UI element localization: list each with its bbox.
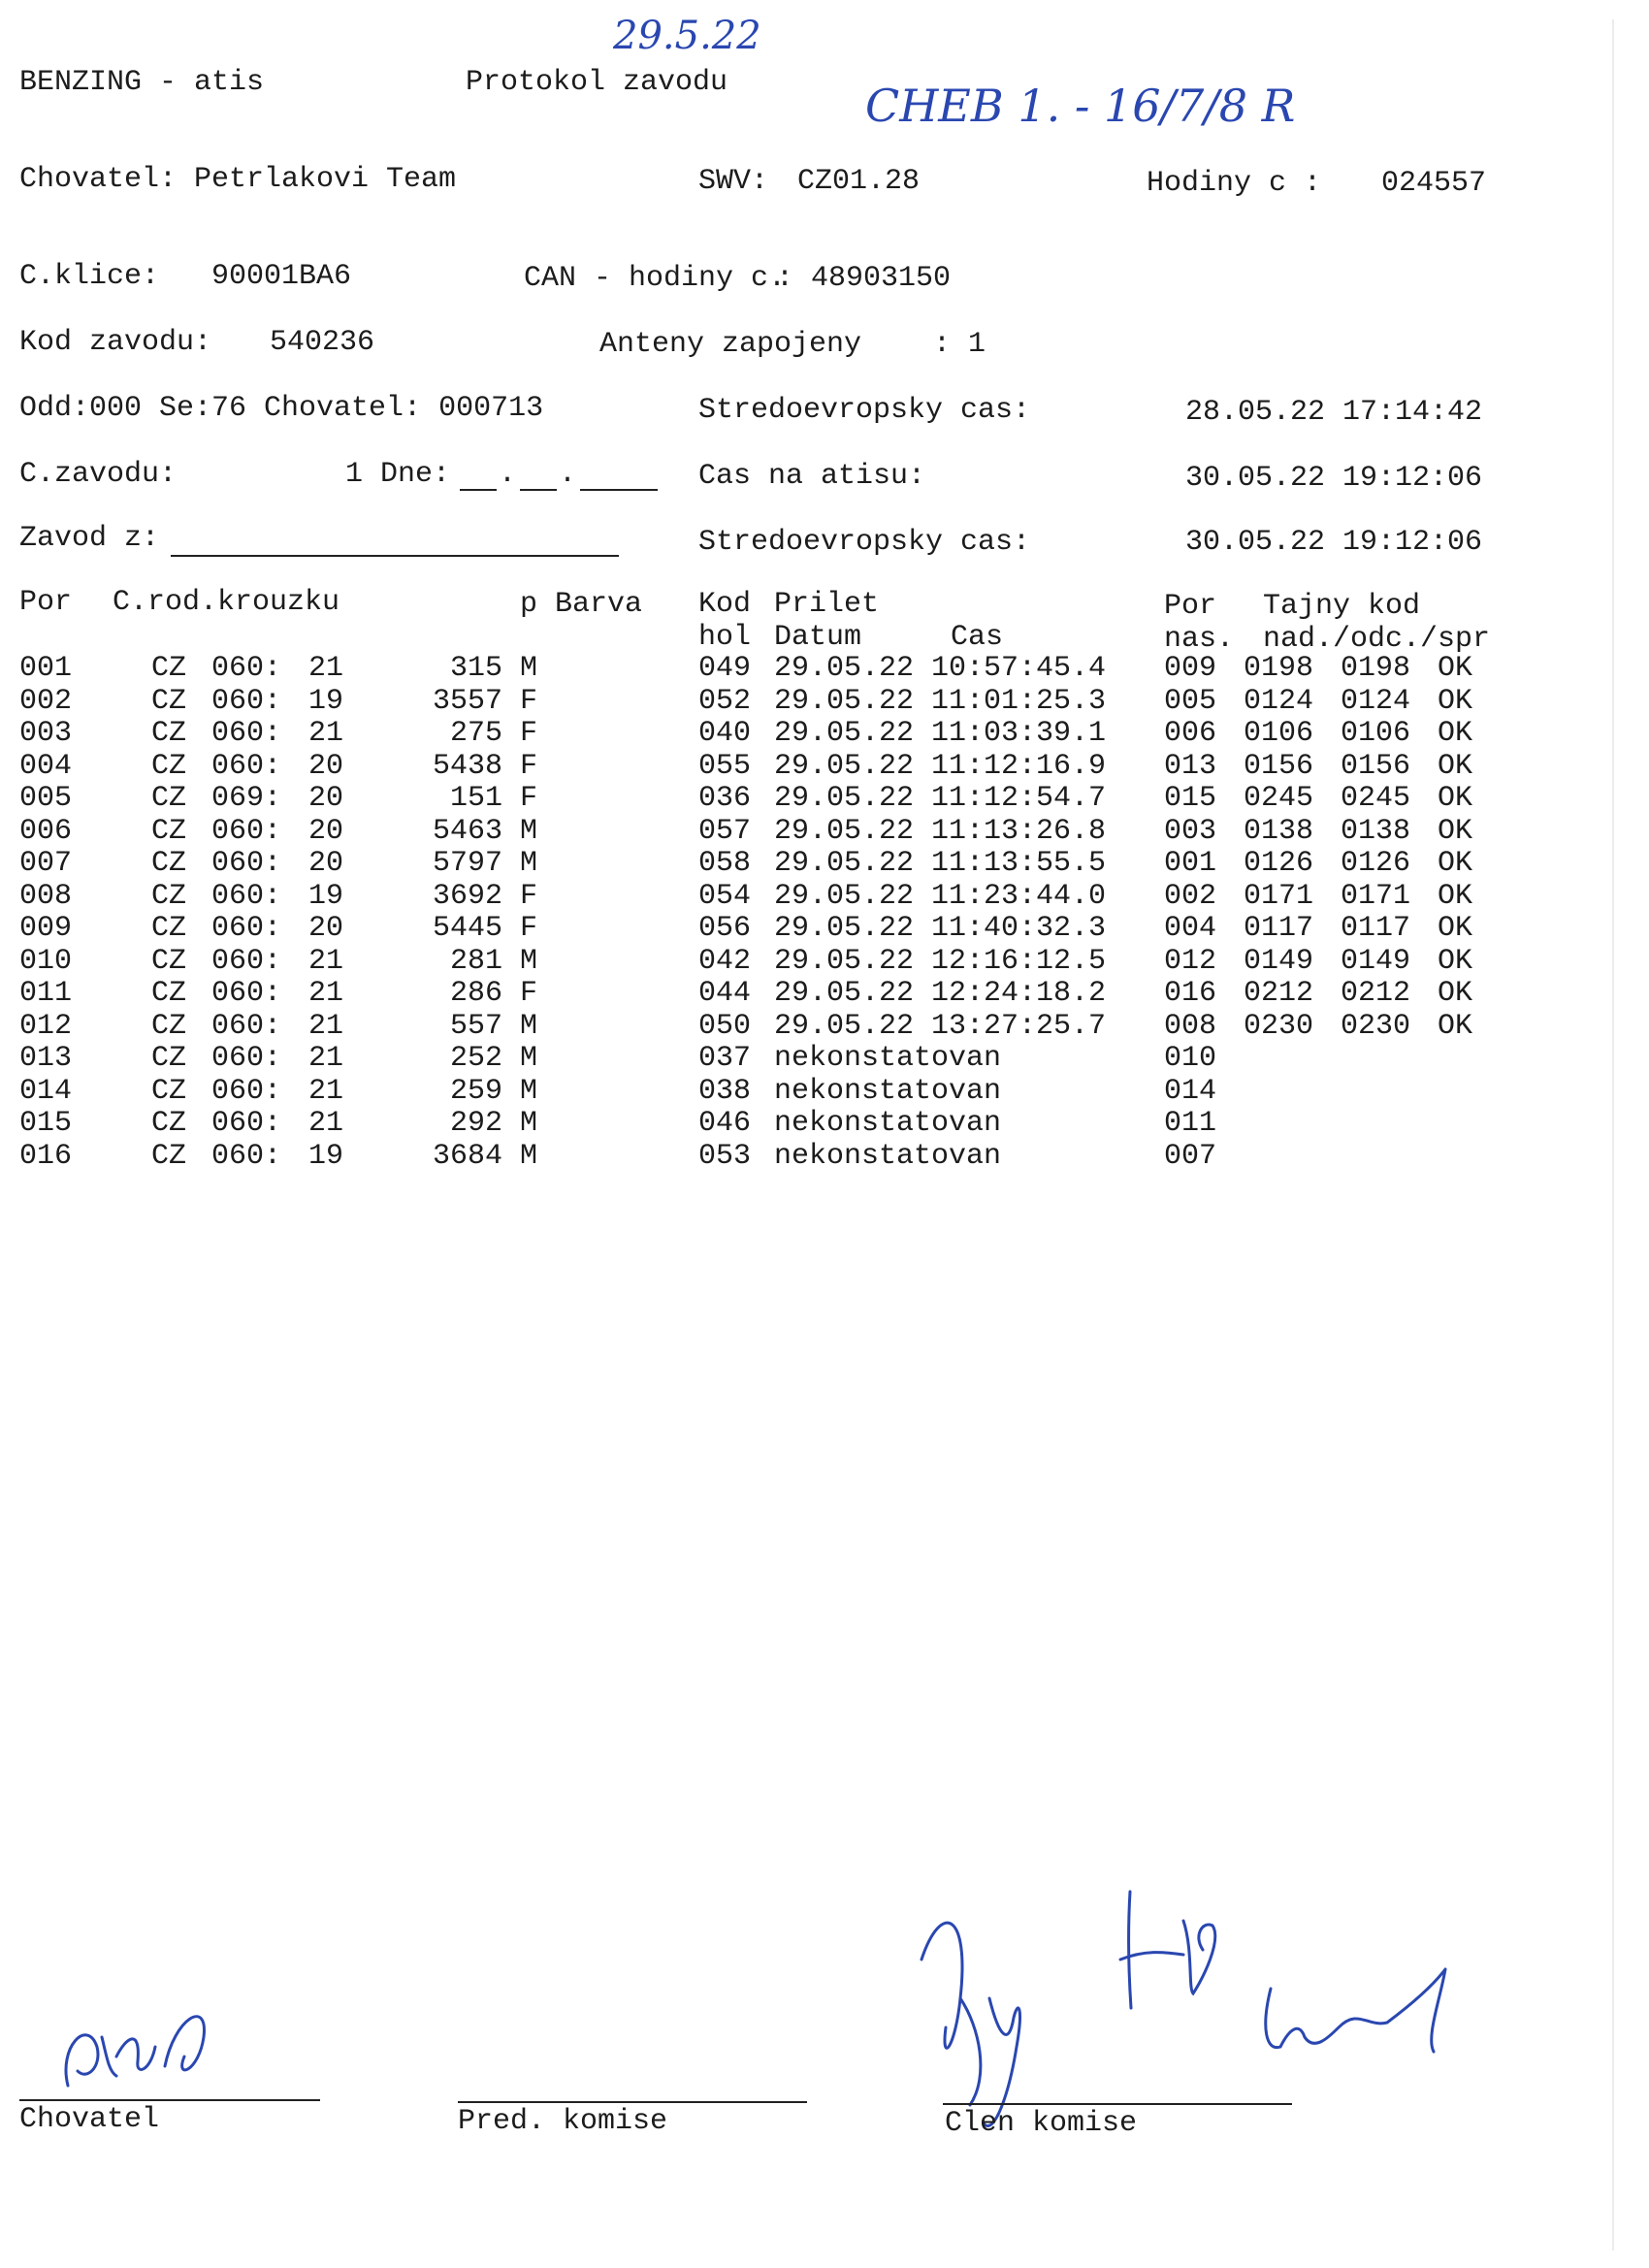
row-ring-club: 060: (211, 912, 282, 945)
row-ring-club: 060: (211, 977, 282, 1010)
cet-label: Stredoevropsky cas: (698, 394, 1031, 427)
row-loft-position: 003 (1164, 814, 1217, 848)
row-ring-year: 21 (308, 977, 344, 1010)
row-ring-number: 315 (449, 652, 502, 685)
row-secret-sent: 0212 (1244, 977, 1314, 1010)
breeder-signature-line (19, 2099, 320, 2101)
row-loft-position: 001 (1164, 847, 1217, 880)
row-ring-club: 060: (211, 1074, 282, 1108)
row-code: 036 (698, 782, 752, 815)
row-sex: F (520, 749, 538, 783)
row-status: OK (1438, 1009, 1473, 1043)
clock-label: Hodiny c : (1147, 167, 1322, 200)
row-ring-club: 060: (211, 652, 282, 685)
col-header-por: Por (19, 586, 73, 619)
row-code: 049 (698, 652, 752, 685)
col-header-datum: Datum (774, 621, 862, 654)
row-ring-year: 21 (308, 652, 344, 685)
col-header-nad-odc-spr: nad./odc./spr (1263, 623, 1491, 656)
row-loft-position: 002 (1164, 879, 1217, 913)
row-arrival: 29.05.22 12:16:12.5 (774, 944, 1107, 978)
row-position: 002 (19, 684, 73, 718)
row-status: OK (1438, 944, 1473, 978)
row-sex: M (520, 652, 538, 685)
row-sex: M (520, 1009, 538, 1043)
page-edge-shadow (1612, 19, 1614, 2251)
row-secret-read: 0198 (1341, 652, 1411, 685)
atis-time-label: Cas na atisu: (698, 460, 926, 493)
row-ring-country: CZ (151, 717, 187, 750)
row-position: 011 (19, 977, 73, 1010)
row-secret-read: 0171 (1341, 879, 1411, 913)
row-ring-club: 060: (211, 1009, 282, 1043)
row-arrival: 29.05.22 11:01:25.3 (774, 684, 1107, 718)
row-arrival: 29.05.22 11:13:26.8 (774, 814, 1107, 848)
col-header-secret-code: Tajny kod (1263, 590, 1421, 623)
row-position: 014 (19, 1074, 73, 1108)
col-header-hol: hol (698, 621, 752, 654)
row-ring-country: CZ (151, 652, 187, 685)
row-status: OK (1438, 814, 1473, 848)
row-status: OK (1438, 977, 1473, 1010)
date-blank-day (460, 489, 497, 491)
row-ring-country: CZ (151, 1139, 187, 1173)
row-status: OK (1438, 717, 1473, 750)
chair-signature-label: Pred. komise (458, 2105, 668, 2138)
row-sex: M (520, 1074, 538, 1108)
row-ring-country: CZ (151, 1074, 187, 1108)
row-sex: M (520, 1139, 538, 1173)
row-loft-position: 013 (1164, 749, 1217, 783)
row-code: 040 (698, 717, 752, 750)
row-secret-sent: 0149 (1244, 944, 1314, 978)
member-signature-label: Clen komise (945, 2107, 1138, 2140)
row-ring-number: 557 (449, 1009, 502, 1043)
col-header-kod: Kod (698, 588, 752, 621)
row-ring-year: 21 (308, 1074, 344, 1108)
row-secret-sent: 0230 (1244, 1009, 1314, 1043)
row-arrival: 29.05.22 12:24:18.2 (774, 977, 1107, 1010)
row-secret-sent: 0126 (1244, 847, 1314, 880)
row-ring-number: 151 (449, 782, 502, 815)
row-arrival: nekonstatovan (774, 1074, 1002, 1108)
swv-value: CZ01.28 (797, 165, 921, 198)
col-header-ring: C.rod.krouzku (113, 586, 340, 619)
atis-time-value: 30.05.22 19:12:06 (1185, 462, 1483, 495)
row-ring-club: 060: (211, 749, 282, 783)
row-position: 010 (19, 944, 73, 978)
row-code: 042 (698, 944, 752, 978)
row-secret-sent: 0106 (1244, 717, 1314, 750)
row-ring-country: CZ (151, 814, 187, 848)
row-ring-year: 20 (308, 912, 344, 945)
col-header-prilet: Prilet (774, 588, 880, 621)
row-arrival: 29.05.22 11:40:32.3 (774, 912, 1107, 945)
row-loft-position: 016 (1164, 977, 1217, 1010)
row-ring-number: 286 (449, 977, 502, 1010)
row-arrival: 29.05.22 11:12:16.9 (774, 749, 1107, 783)
document-title: Protokol zavodu (466, 66, 728, 99)
row-secret-read: 0124 (1341, 684, 1411, 718)
row-loft-position: 010 (1164, 1042, 1217, 1075)
row-code: 058 (698, 847, 752, 880)
can-label: CAN - hodiny c. (524, 262, 787, 295)
row-ring-year: 19 (308, 684, 344, 718)
row-position: 015 (19, 1107, 73, 1140)
row-arrival: 29.05.22 11:12:54.7 (774, 782, 1107, 815)
row-code: 056 (698, 912, 752, 945)
row-ring-country: CZ (151, 782, 187, 815)
race-from-blank (171, 555, 619, 557)
row-arrival: nekonstatovan (774, 1139, 1002, 1173)
row-loft-position: 011 (1164, 1107, 1217, 1140)
row-position: 008 (19, 879, 73, 913)
breeder-signature-label: Chovatel (19, 2103, 160, 2136)
handwritten-date: 29.5.22 (613, 14, 761, 58)
row-code: 053 (698, 1139, 752, 1173)
row-arrival: 29.05.22 11:23:44.0 (774, 879, 1107, 913)
row-position: 006 (19, 814, 73, 848)
row-sex: M (520, 1107, 538, 1140)
key-value: 90001BA6 (211, 260, 352, 293)
col-header-cas: Cas (951, 621, 1004, 654)
row-secret-sent: 0171 (1244, 879, 1314, 913)
row-ring-year: 21 (308, 717, 344, 750)
row-ring-year: 21 (308, 1009, 344, 1043)
row-sex: F (520, 684, 538, 718)
date-blank-dot: . (499, 458, 517, 491)
col-header-sex-color: p Barva (520, 588, 643, 621)
row-status: OK (1438, 652, 1473, 685)
row-position: 004 (19, 749, 73, 783)
row-code: 050 (698, 1009, 752, 1043)
row-code: 046 (698, 1107, 752, 1140)
row-code: 052 (698, 684, 752, 718)
row-ring-year: 21 (308, 1042, 344, 1075)
row-secret-sent: 0138 (1244, 814, 1314, 848)
cet-value: 28.05.22 17:14:42 (1185, 396, 1483, 429)
row-ring-country: CZ (151, 912, 187, 945)
row-secret-read: 0156 (1341, 749, 1411, 783)
row-loft-position: 006 (1164, 717, 1217, 750)
breeder-name: Petrlakovi Team (194, 163, 457, 196)
row-secret-sent: 0198 (1244, 652, 1314, 685)
row-ring-country: CZ (151, 684, 187, 718)
row-loft-position: 004 (1164, 912, 1217, 945)
row-ring-year: 20 (308, 749, 344, 783)
chair-signature-line (458, 2101, 807, 2103)
row-ring-country: CZ (151, 879, 187, 913)
row-loft-position: 012 (1164, 944, 1217, 978)
row-ring-club: 060: (211, 879, 282, 913)
row-secret-read: 0126 (1341, 847, 1411, 880)
antenna-label: Anteny zapojeny (599, 328, 862, 361)
swv-label: SWV: (698, 165, 769, 198)
row-ring-club: 060: (211, 847, 282, 880)
col-header-nas: nas. (1164, 623, 1235, 656)
row-loft-position: 009 (1164, 652, 1217, 685)
row-ring-number: 5445 (432, 912, 502, 945)
department-line: Odd:000 Se:76 Chovatel: 000713 (19, 392, 544, 425)
breeder-signature (48, 1979, 223, 2095)
row-ring-year: 21 (308, 1107, 344, 1140)
row-arrival: 29.05.22 10:57:45.4 (774, 652, 1107, 685)
row-position: 001 (19, 652, 73, 685)
row-ring-year: 21 (308, 944, 344, 978)
row-ring-country: CZ (151, 1009, 187, 1043)
antenna-value: : 1 (933, 328, 986, 361)
row-sex: M (520, 847, 538, 880)
row-position: 003 (19, 717, 73, 750)
row-status: OK (1438, 847, 1473, 880)
row-status: OK (1438, 749, 1473, 783)
row-ring-country: CZ (151, 1042, 187, 1075)
row-position: 012 (19, 1009, 73, 1043)
row-arrival: nekonstatovan (774, 1042, 1002, 1075)
row-ring-country: CZ (151, 944, 187, 978)
row-status: OK (1438, 912, 1473, 945)
row-ring-year: 19 (308, 1139, 344, 1173)
row-ring-year: 20 (308, 782, 344, 815)
row-ring-number: 275 (449, 717, 502, 750)
row-code: 037 (698, 1042, 752, 1075)
row-arrival: 29.05.22 13:27:25.7 (774, 1009, 1107, 1043)
cet2-label: Stredoevropsky cas: (698, 526, 1031, 559)
row-secret-read: 0245 (1341, 782, 1411, 815)
date-blank-year (580, 489, 658, 491)
row-ring-number: 259 (449, 1074, 502, 1108)
row-sex: M (520, 814, 538, 848)
row-ring-country: CZ (151, 749, 187, 783)
row-sex: M (520, 944, 538, 978)
row-arrival: 29.05.22 11:13:55.5 (774, 847, 1107, 880)
row-ring-number: 3557 (432, 684, 502, 718)
row-code: 044 (698, 977, 752, 1010)
row-ring-number: 3684 (432, 1139, 502, 1173)
row-ring-club: 060: (211, 1139, 282, 1173)
row-secret-read: 0230 (1341, 1009, 1411, 1043)
row-loft-position: 008 (1164, 1009, 1217, 1043)
race-from-label: Zavod z: (19, 522, 160, 555)
row-secret-sent: 0117 (1244, 912, 1314, 945)
date-blank-dot: . (559, 458, 577, 491)
row-ring-year: 20 (308, 847, 344, 880)
row-secret-sent: 0124 (1244, 684, 1314, 718)
row-ring-club: 060: (211, 684, 282, 718)
cet2-value: 30.05.22 19:12:06 (1185, 526, 1483, 559)
row-ring-country: CZ (151, 1107, 187, 1140)
row-ring-country: CZ (151, 977, 187, 1010)
row-position: 005 (19, 782, 73, 815)
row-secret-read: 0117 (1341, 912, 1411, 945)
row-secret-read: 0138 (1341, 814, 1411, 848)
row-ring-club: 060: (211, 717, 282, 750)
row-ring-country: CZ (151, 847, 187, 880)
row-position: 007 (19, 847, 73, 880)
row-ring-number: 5438 (432, 749, 502, 783)
member-signature-line (943, 2103, 1292, 2105)
row-secret-read: 0149 (1341, 944, 1411, 978)
row-status: OK (1438, 684, 1473, 718)
row-loft-position: 005 (1164, 684, 1217, 718)
row-ring-number: 292 (449, 1107, 502, 1140)
row-arrival: 29.05.22 11:03:39.1 (774, 717, 1107, 750)
handwritten-location-note: CHEB 1. - 16/7/8 R (865, 80, 1296, 132)
row-ring-number: 5797 (432, 847, 502, 880)
row-sex: F (520, 912, 538, 945)
row-code: 054 (698, 879, 752, 913)
row-secret-read: 0106 (1341, 717, 1411, 750)
row-status: OK (1438, 879, 1473, 913)
row-position: 013 (19, 1042, 73, 1075)
row-sex: F (520, 879, 538, 913)
row-loft-position: 015 (1164, 782, 1217, 815)
clock-value: 024557 (1381, 167, 1487, 200)
row-ring-club: 069: (211, 782, 282, 815)
row-ring-club: 060: (211, 944, 282, 978)
row-position: 016 (19, 1139, 73, 1173)
row-secret-read: 0212 (1341, 977, 1411, 1010)
row-arrival: nekonstatovan (774, 1107, 1002, 1140)
row-code: 057 (698, 814, 752, 848)
row-ring-year: 20 (308, 814, 344, 848)
row-ring-number: 281 (449, 944, 502, 978)
row-loft-position: 007 (1164, 1139, 1217, 1173)
can-value: : 48903150 (776, 262, 952, 295)
row-code: 055 (698, 749, 752, 783)
key-label: C.klice: (19, 260, 160, 293)
breeder-label: Chovatel: (19, 163, 178, 196)
race-code-label: Kod zavodu: (19, 326, 212, 359)
row-sex: F (520, 782, 538, 815)
race-number-label: C.zavodu: (19, 458, 178, 491)
row-ring-number: 3692 (432, 879, 502, 913)
row-loft-position: 014 (1164, 1074, 1217, 1108)
row-ring-number: 5463 (432, 814, 502, 848)
row-code: 038 (698, 1074, 752, 1108)
col-header-por-nas: Por (1164, 590, 1217, 623)
row-ring-club: 060: (211, 814, 282, 848)
row-ring-club: 060: (211, 1042, 282, 1075)
row-ring-year: 19 (308, 879, 344, 913)
row-status: OK (1438, 782, 1473, 815)
brand-title: BENZING - atis (19, 66, 265, 99)
row-secret-sent: 0245 (1244, 782, 1314, 815)
row-sex: F (520, 977, 538, 1010)
row-ring-number: 252 (449, 1042, 502, 1075)
row-position: 009 (19, 912, 73, 945)
race-number-value: 1 Dne: (345, 458, 451, 491)
race-code-value: 540236 (270, 326, 375, 359)
row-secret-sent: 0156 (1244, 749, 1314, 783)
row-sex: F (520, 717, 538, 750)
row-ring-club: 060: (211, 1107, 282, 1140)
date-blank-month (520, 489, 557, 491)
row-sex: M (520, 1042, 538, 1075)
